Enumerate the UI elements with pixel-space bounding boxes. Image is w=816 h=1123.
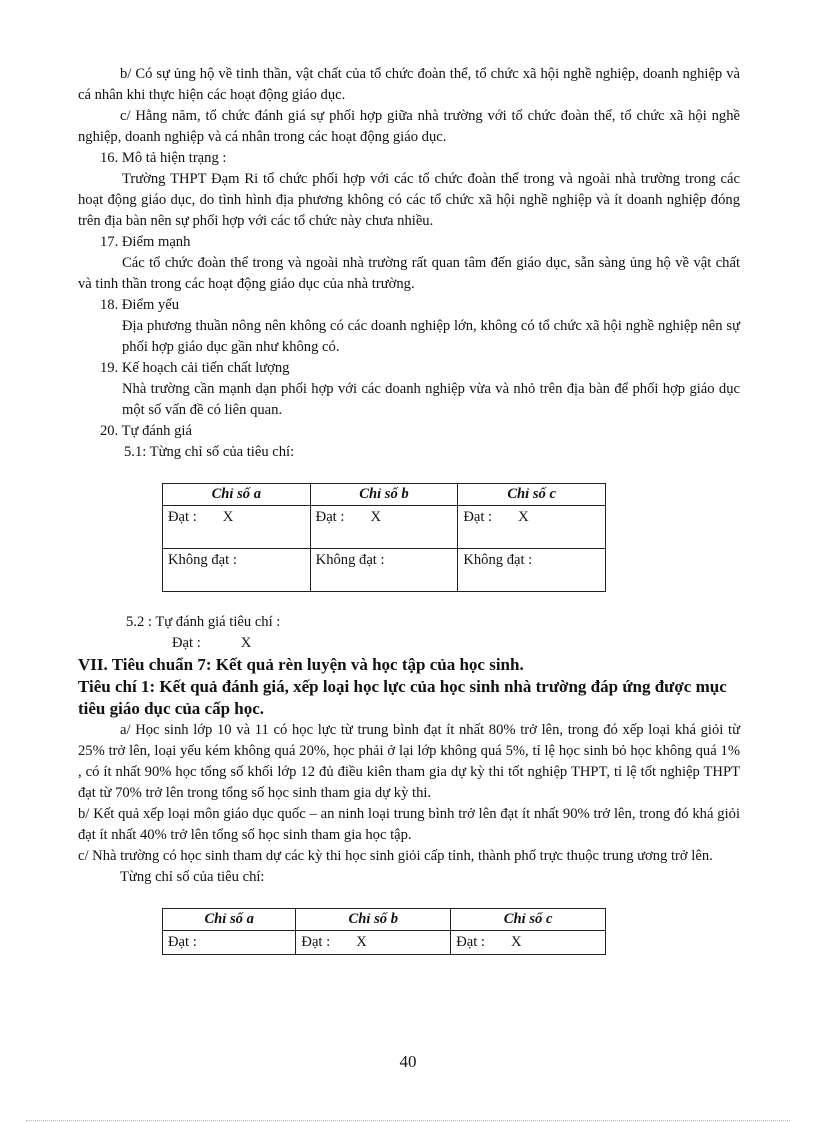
paragraph-16: Trường THPT Đạm Ri tổ chức phối hợp với các tổ chức đoàn thể trong và ngoài nhà trường trong các hoạt động giáo dục, do tình hình địa phương không có các tổ chức xã hội nghề nghiệp và ít doanh nghiệp đóng trên địa bàn nên sự phối hợp với các tổ chức này chưa nhiều. [78,171,740,229]
self-eval-result [78,633,740,654]
paragraph-a: a/ Học sinh lớp 10 và 11 có học lực từ trung bình đạt ít nhất 80% trở lên, trong đó xếp loại khá giỏi từ 25% trở lên, loại yếu kém không quá 20%, học phải ở lại lớp không quá 5%, tỉ lệ học sinh bỏ học không quá 1% , có ít nhất 90% học tổng số khối lớp 12 đủ điều kiên tham gia dự kỳ thi tốt nghiệp THPT, tỉ lệ tốt nghiệp THPT đạt từ 70% trở lên trong tổng số học sinh tham gia dự kỳ thi. [78,722,740,801]
table2-header-a: Chỉ số a [163,909,296,931]
table2-dat-a [163,931,296,955]
table1-header-b: Chỉ số b [310,484,458,506]
table1-header-a: Chỉ số a [163,484,311,506]
paragraph-17: Các tổ chức đoàn thể trong và ngoài nhà trường rất quan tâm đến giáo dục, sẵn sàng ủng hộ về vật chất và tinh thần trong các hoạt động giáo dục của nhà trường. [78,255,740,292]
table1-khongdat-b: Không đạt : [310,549,458,592]
mark-x: X [510,934,522,950]
table2-dat-c [451,931,606,955]
page-content [78,64,740,955]
table1-khongdat-a: Không đạt : [163,549,311,592]
paragraph-19: Nhà trường cần mạnh dạn phối hợp với các doanh nghiệp vừa và nhỏ trên địa bàn để phối hợp giáo dục một số vấn đề có liên quan. [122,381,740,418]
mark-x: X [222,509,234,525]
table1-header-c: Chỉ số c [458,484,606,506]
table1-dat-a [163,506,311,549]
self-eval-label: Đạt : [172,635,201,651]
paragraph-b-std7: b/ Kết quả xếp loại môn giáo dục quốc – an ninh loại trung bình trở lên đạt ít nhất 90% trở lên, trong đó khá giỏi đạt ít nhất 40% trở lên tổng số học sinh tham gia học tập. [78,806,740,843]
standard-7-title: VII. Tiêu chuẩn 7: Kết quả rèn luyện và học tập của học sinh. [78,655,524,674]
heading-19: 19. Kế hoạch cải tiến chất lượng [100,360,290,376]
paragraph-18: Địa phương thuần nông nên không có các doanh nghiệp lớn, không có tổ chức xã hội nghề nghiệp nên sự phối hợp giáo dục gần như không có. [122,318,740,355]
subheading-5-1: 5.1: Từng chỉ số của tiêu chí: [124,444,295,460]
paragraph-c: c/ Hằng năm, tổ chức đánh giá sự phối hợp giữa nhà trường với tổ chức đoàn thể, tổ chức xã hội nghề nghiệp, doanh nghiệp và cá nhân trong các hoạt động giáo dục. [78,108,740,145]
heading-17: 17. Điểm mạnh [100,234,191,250]
dat-label: Đạt : [456,934,485,950]
table1-khongdat-c: Không đạt : [458,549,606,592]
heading-20: 20. Tự đánh giá [100,423,192,439]
mark-x: X [356,934,367,950]
dat-label: Đạt : [315,509,345,525]
paragraph-b: b/ Có sự ủng hộ về tinh thần, vật chất của tổ chức đoàn thể, tổ chức xã hội nghề nghiệp, doanh nghiệp và cá nhân khi thực hiện các hoạt động giáo dục. [78,66,740,103]
self-eval-mark: X [240,635,252,651]
table2-dat-b [296,931,451,955]
heading-18: 18. Điểm yếu [100,297,180,313]
criteria-table-1 [162,483,606,592]
dat-label: Đạt : [168,934,197,950]
dat-label: Đạt : [463,509,493,525]
page-bottom-border [26,1120,790,1121]
mark-x: X [518,509,529,525]
criterion-1-title: Tiêu chí 1: Kết quả đánh giá, xếp loại học lực của học sinh nhà trường đáp ứng được mục tiêu giáo dục của cấp học. [78,677,727,718]
table2-header-b: Chỉ số b [296,909,451,931]
heading-16: 16. Mô tả hiện trạng : [100,150,227,166]
table1-dat-c [458,506,606,549]
mark-x: X [370,509,381,525]
criteria-table-2 [162,908,606,955]
subheading-index: Từng chỉ số của tiêu chí: [120,869,265,885]
table1-dat-b [310,506,458,549]
dat-label: Đạt : [168,509,197,525]
subheading-5-2: 5.2 : Tự đánh giá tiêu chí : [126,614,281,630]
dat-label: Đạt : [301,934,331,950]
page-number: 40 [399,1052,417,1071]
paragraph-c-std7: c/ Nhà trường có học sinh tham dự các kỳ thi học sinh giỏi cấp tỉnh, thành phố trực thuộc trung ương trở lên. [78,848,713,864]
table2-header-c: Chỉ số c [451,909,606,931]
